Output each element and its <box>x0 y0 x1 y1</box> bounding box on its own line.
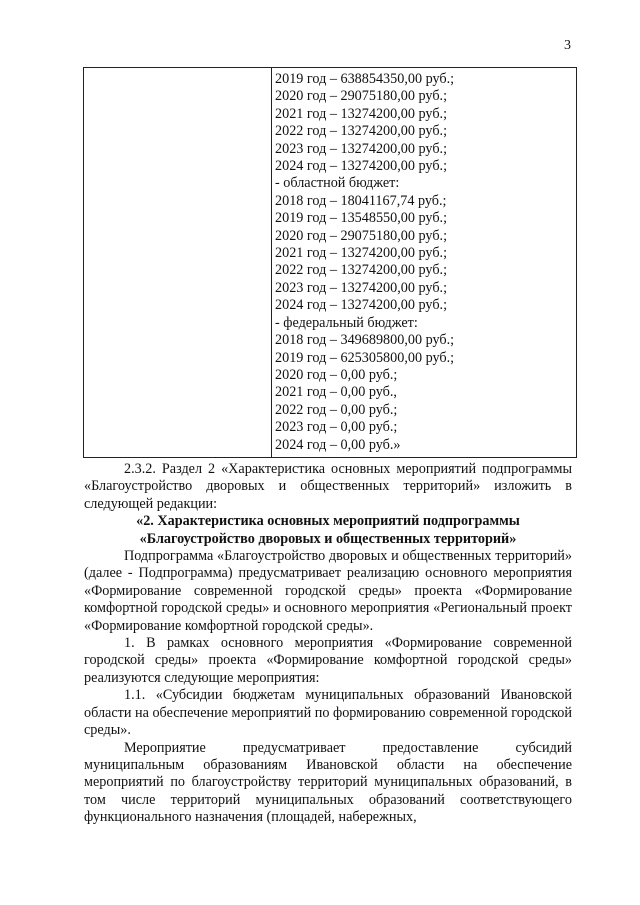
section-heading-line-1: «2. Характеристика основных мероприятий подпрограммы <box>136 513 520 530</box>
funding-table <box>83 67 577 458</box>
funding-line: 2018 год – 349689800,00 руб.; <box>275 332 455 349</box>
funding-line: 2021 год – 13274200,00 руб.; <box>275 245 448 262</box>
document-body <box>84 461 572 827</box>
funding-line: 2023 год – 0,00 руб.; <box>275 419 398 436</box>
funding-line: 2019 год – 625305800,00 руб.; <box>275 349 455 366</box>
section-heading-line-2: «Благоустройство дворовых и общественных территорий» <box>139 530 517 547</box>
funding-source-heading: - областной бюджет: <box>275 175 400 192</box>
funding-line: 2021 год – 0,00 руб., <box>275 384 397 401</box>
funding-line: 2020 год – 0,00 руб.; <box>275 366 398 383</box>
funding-line: 2019 год – 638854350,00 руб.; <box>275 71 455 87</box>
funding-line: 2020 год – 29075180,00 руб.; <box>275 227 448 244</box>
page-number: 3 <box>564 38 571 53</box>
funding-source-heading: - федеральный бюджет: <box>275 314 418 331</box>
funding-line: 2024 год – 13274200,00 руб.; <box>275 158 448 175</box>
funding-line: 2024 год – 13274200,00 руб.; <box>275 297 448 314</box>
table-column-divider <box>271 68 272 457</box>
funding-line: 2020 год – 29075180,00 руб.; <box>275 88 448 105</box>
funding-line: 2021 год – 13274200,00 руб.; <box>275 105 448 122</box>
funding-line: 2023 год – 13274200,00 руб.; <box>275 140 448 157</box>
funding-line: 2024 год – 0,00 руб.» <box>275 436 401 453</box>
amendment-paragraph: 2.3.2. Раздел 2 «Характеристика основных мероприятий подпрограммы «Благоустройство дворовых и общественных территорий» изложить в следующей редакции: <box>84 461 572 512</box>
funding-line: 2022 год – 13274200,00 руб.; <box>275 123 448 140</box>
subprogram-paragraph: Подпрограмма «Благоустройство дворовых и общественных территорий» (далее - Подпрограмма) предусматривает реализацию основного мероприятия «Формирование современной городской среды» проекта «Формирование комфортной городской среды» и основного мероприятия «Региональный проект «Формирование комфортной городской среды». <box>84 548 572 634</box>
subsidy-paragraph: 1.1. «Субсидии бюджетам муниципальных образований Ивановской области на обеспечение мероприятий по формированию современной городской среды». <box>84 687 572 739</box>
activity-description-paragraph: Мероприятие предусматривает предоставление субсидий муниципальным образованиям Ивановской области на обеспечение мероприятий по благоустройству территорий муниципальных образований, в том числе территорий муниципальных образований соответствующего функционального назначения (площадей, набережных, <box>84 739 572 826</box>
funding-line: 2022 год – 0,00 руб.; <box>275 401 398 418</box>
table-right-cell <box>275 71 574 454</box>
funding-line: 2019 год – 13548550,00 руб.; <box>275 210 448 227</box>
funding-line: 2018 год – 18041167,74 руб.; <box>275 192 447 209</box>
funding-line: 2022 год – 13274200,00 руб.; <box>275 262 448 279</box>
funding-line: 2023 год – 13274200,00 руб.; <box>275 279 448 296</box>
activities-paragraph: 1. В рамках основного мероприятия «Формирование современной городской среды» проекта «Формирование комфортной городской среды» реализуются следующие мероприятия: <box>84 635 572 686</box>
